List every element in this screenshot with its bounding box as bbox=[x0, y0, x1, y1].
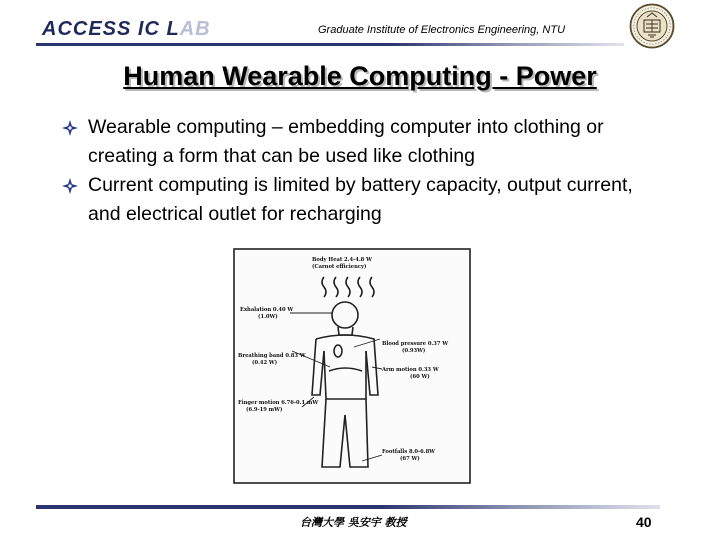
bullet-item bbox=[62, 171, 662, 229]
header-divider bbox=[36, 43, 624, 46]
lab-name-light: AB bbox=[179, 18, 211, 40]
footer-author: 台灣大學 吳安宇 教授 bbox=[300, 516, 407, 529]
breathing-label: Breathing band 0.83 W bbox=[238, 353, 306, 359]
body-heat-sub-label: (Carnot efficiency) bbox=[312, 264, 367, 270]
arm-motion-sub-label: (60 W) bbox=[410, 374, 430, 380]
footfalls-label: Footfalls 8.0-6.8W bbox=[382, 449, 436, 455]
finger-sub-label: (6.9-19 mW) bbox=[246, 407, 283, 413]
footer-divider bbox=[36, 505, 660, 509]
blood-pressure-sub-label: (0.93W) bbox=[402, 348, 426, 354]
bullet-text: Wearable computing – embedding computer into clothing or creating a form that can be used like clothing bbox=[88, 116, 604, 167]
page-number: 40 bbox=[636, 514, 652, 530]
blood-pressure-label: Blood pressure 0.37 W bbox=[382, 341, 449, 347]
exhalation-label: Exhalation 0.40 W bbox=[240, 307, 294, 313]
diamond-bullet-icon bbox=[62, 178, 78, 194]
bullet-text: Current computing is limited by battery capacity, output current, and electrical outlet for recharging bbox=[88, 174, 633, 225]
institute-name: Graduate Institute of Electronics Engineering, NTU bbox=[318, 24, 566, 36]
lab-name-dark: ACCESS IC L bbox=[42, 18, 180, 40]
exhalation-sub-label: (1.0W) bbox=[258, 314, 278, 320]
finger-label: Finger motion 6.76-0.1 mW bbox=[238, 400, 319, 406]
diamond-bullet-icon bbox=[62, 120, 78, 136]
university-seal-icon bbox=[629, 3, 675, 49]
slide-title: Human Wearable Computing - Power bbox=[123, 61, 597, 91]
arm-motion-label: Arm motion 0.33 W bbox=[382, 367, 439, 373]
human-power-diagram bbox=[232, 247, 472, 485]
footfalls-sub-label: (67 W) bbox=[400, 456, 420, 462]
body-heat-label: Body Heat 2.4-4.8 W bbox=[312, 257, 372, 263]
breathing-sub-label: (0.42 W) bbox=[252, 360, 278, 366]
lab-logo-text bbox=[42, 18, 211, 41]
bullet-item bbox=[62, 113, 662, 171]
